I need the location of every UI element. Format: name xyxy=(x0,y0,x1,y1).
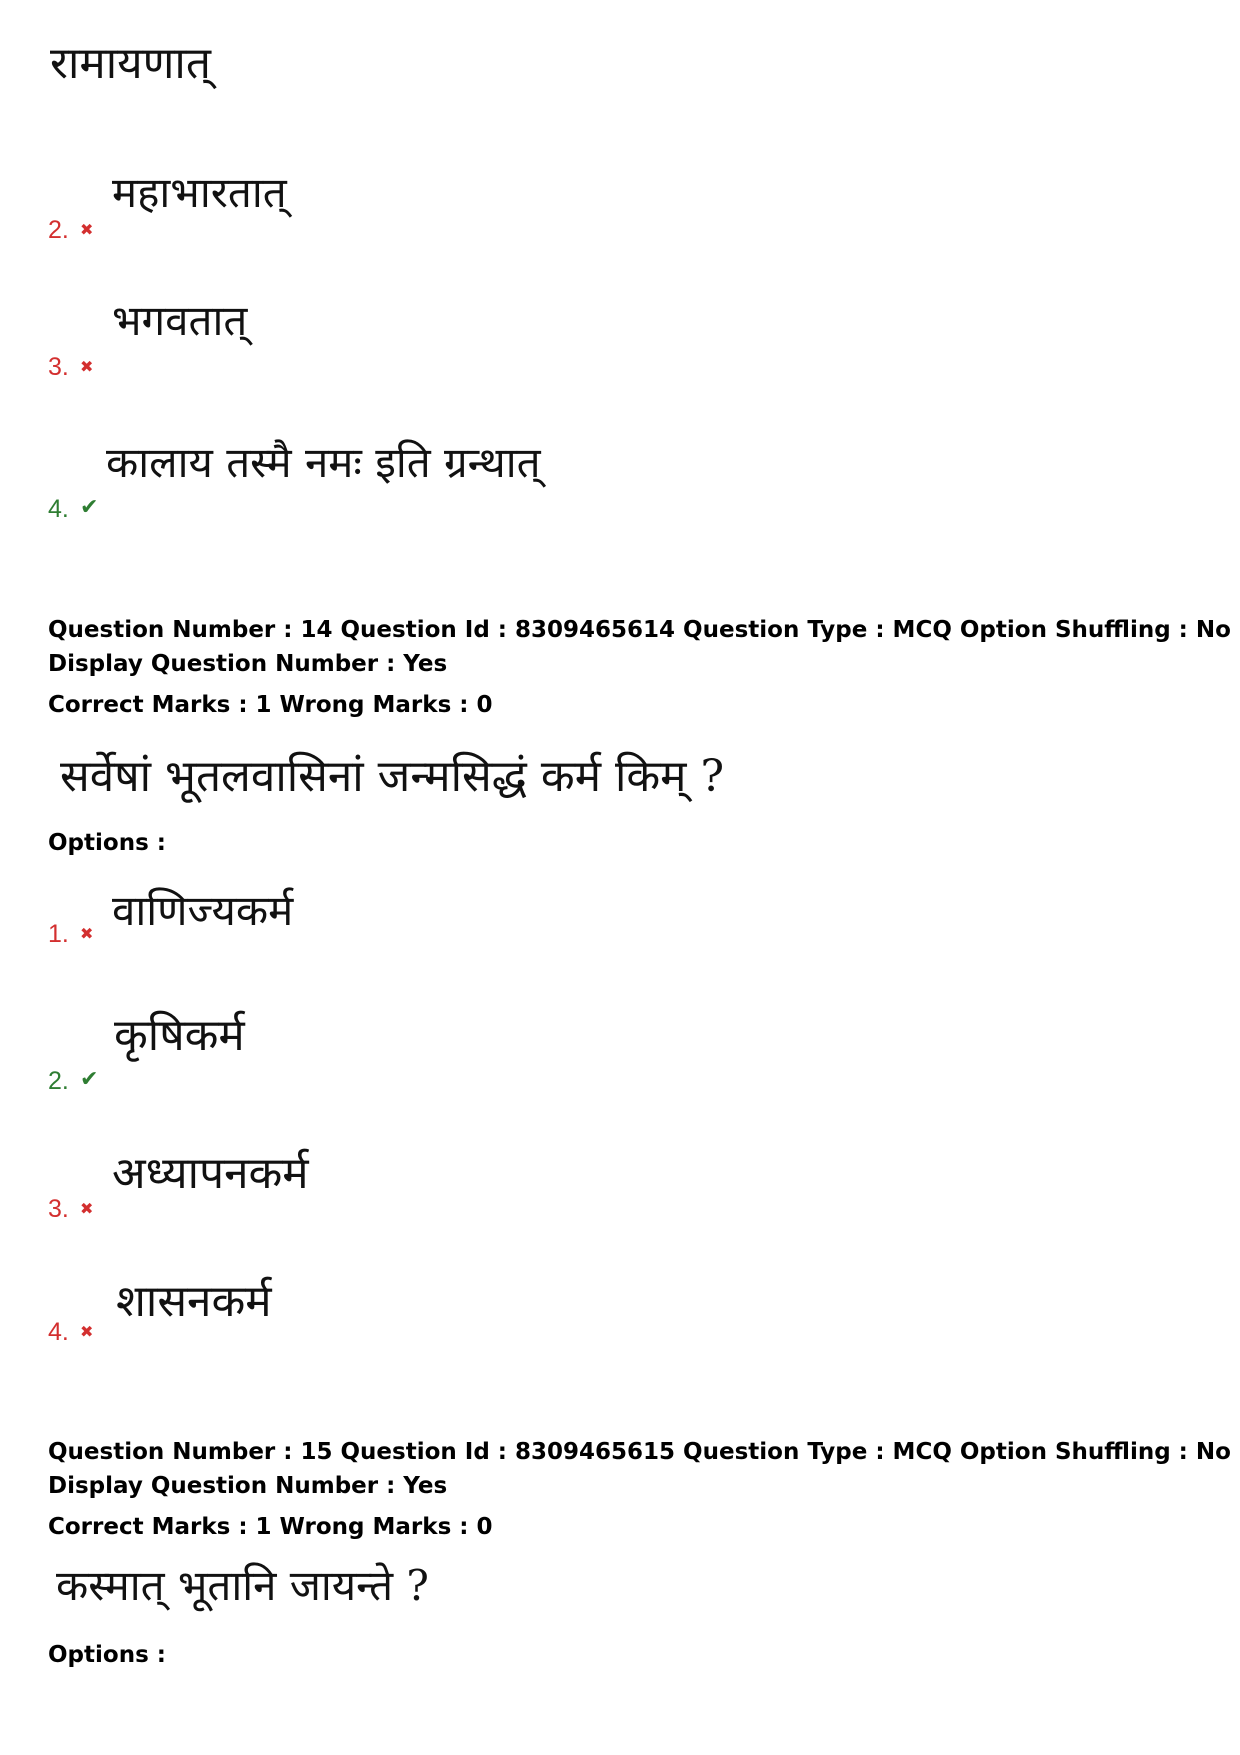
check-icon: ✔ xyxy=(80,1066,99,1091)
q14-header xyxy=(48,613,1231,681)
prev-option-4-text: कालाय तस्मै नमः इति ग्रन्थात् xyxy=(106,438,541,487)
option-text-top: रामायणात् xyxy=(50,38,211,89)
q15-header-line2: Display Question Number : Yes xyxy=(48,1473,448,1499)
prev-option-3 xyxy=(48,355,93,380)
prev-option-3-text: भगवतात् xyxy=(112,296,248,345)
q15-question-text: कस्मात् भूतानि जायन्ते ? xyxy=(56,1561,429,1610)
q14-option-4 xyxy=(48,1320,93,1345)
q14-option-2-text: कृषिकर्म xyxy=(114,1010,245,1061)
q14-question-text: सर्वेषां भूतलवासिनां जन्मसिद्धं कर्म किम् ? xyxy=(60,751,725,802)
option-number: 4. xyxy=(48,1318,69,1346)
q15-header-line1: Question Number : 15 Question Id : 8309465615 Question Type : MCQ Option Shuffling : No xyxy=(48,1439,1231,1465)
q14-marks: Correct Marks : 1 Wrong Marks : 0 xyxy=(48,692,493,718)
q14-option-4-text: शासनकर्म xyxy=(116,1276,272,1327)
check-icon: ✔ xyxy=(80,494,99,519)
q15-options-label: Options : xyxy=(48,1642,166,1668)
q14-header-line2: Display Question Number : Yes xyxy=(48,651,448,677)
prev-option-2-text: महाभारतात् xyxy=(112,168,287,217)
option-number: 3. xyxy=(48,353,69,381)
option-number: 2. xyxy=(48,216,69,244)
cross-icon: ✖ xyxy=(80,222,94,239)
prev-option-2 xyxy=(48,218,93,243)
q15-header xyxy=(48,1435,1231,1503)
option-number: 3. xyxy=(48,1195,69,1223)
q14-option-1-text: वाणिज्यकर्म xyxy=(112,886,294,935)
option-number: 2. xyxy=(48,1067,69,1095)
cross-icon: ✖ xyxy=(80,926,94,943)
q14-option-3 xyxy=(48,1197,93,1222)
cross-icon: ✖ xyxy=(80,1201,94,1218)
cross-icon: ✖ xyxy=(80,1324,94,1341)
q14-options-label: Options : xyxy=(48,830,166,856)
q14-header-line1: Question Number : 14 Question Id : 8309465614 Question Type : MCQ Option Shuffling : No xyxy=(48,617,1231,643)
q15-marks: Correct Marks : 1 Wrong Marks : 0 xyxy=(48,1514,493,1540)
cross-icon: ✖ xyxy=(80,359,94,376)
q14-option-3-text: अध्यापनकर्म xyxy=(112,1148,309,1199)
option-number: 4. xyxy=(48,495,69,523)
prev-option-4 xyxy=(48,496,98,522)
option-number: 1. xyxy=(48,920,69,948)
q14-option-1 xyxy=(48,922,93,947)
q14-option-2 xyxy=(48,1068,98,1094)
